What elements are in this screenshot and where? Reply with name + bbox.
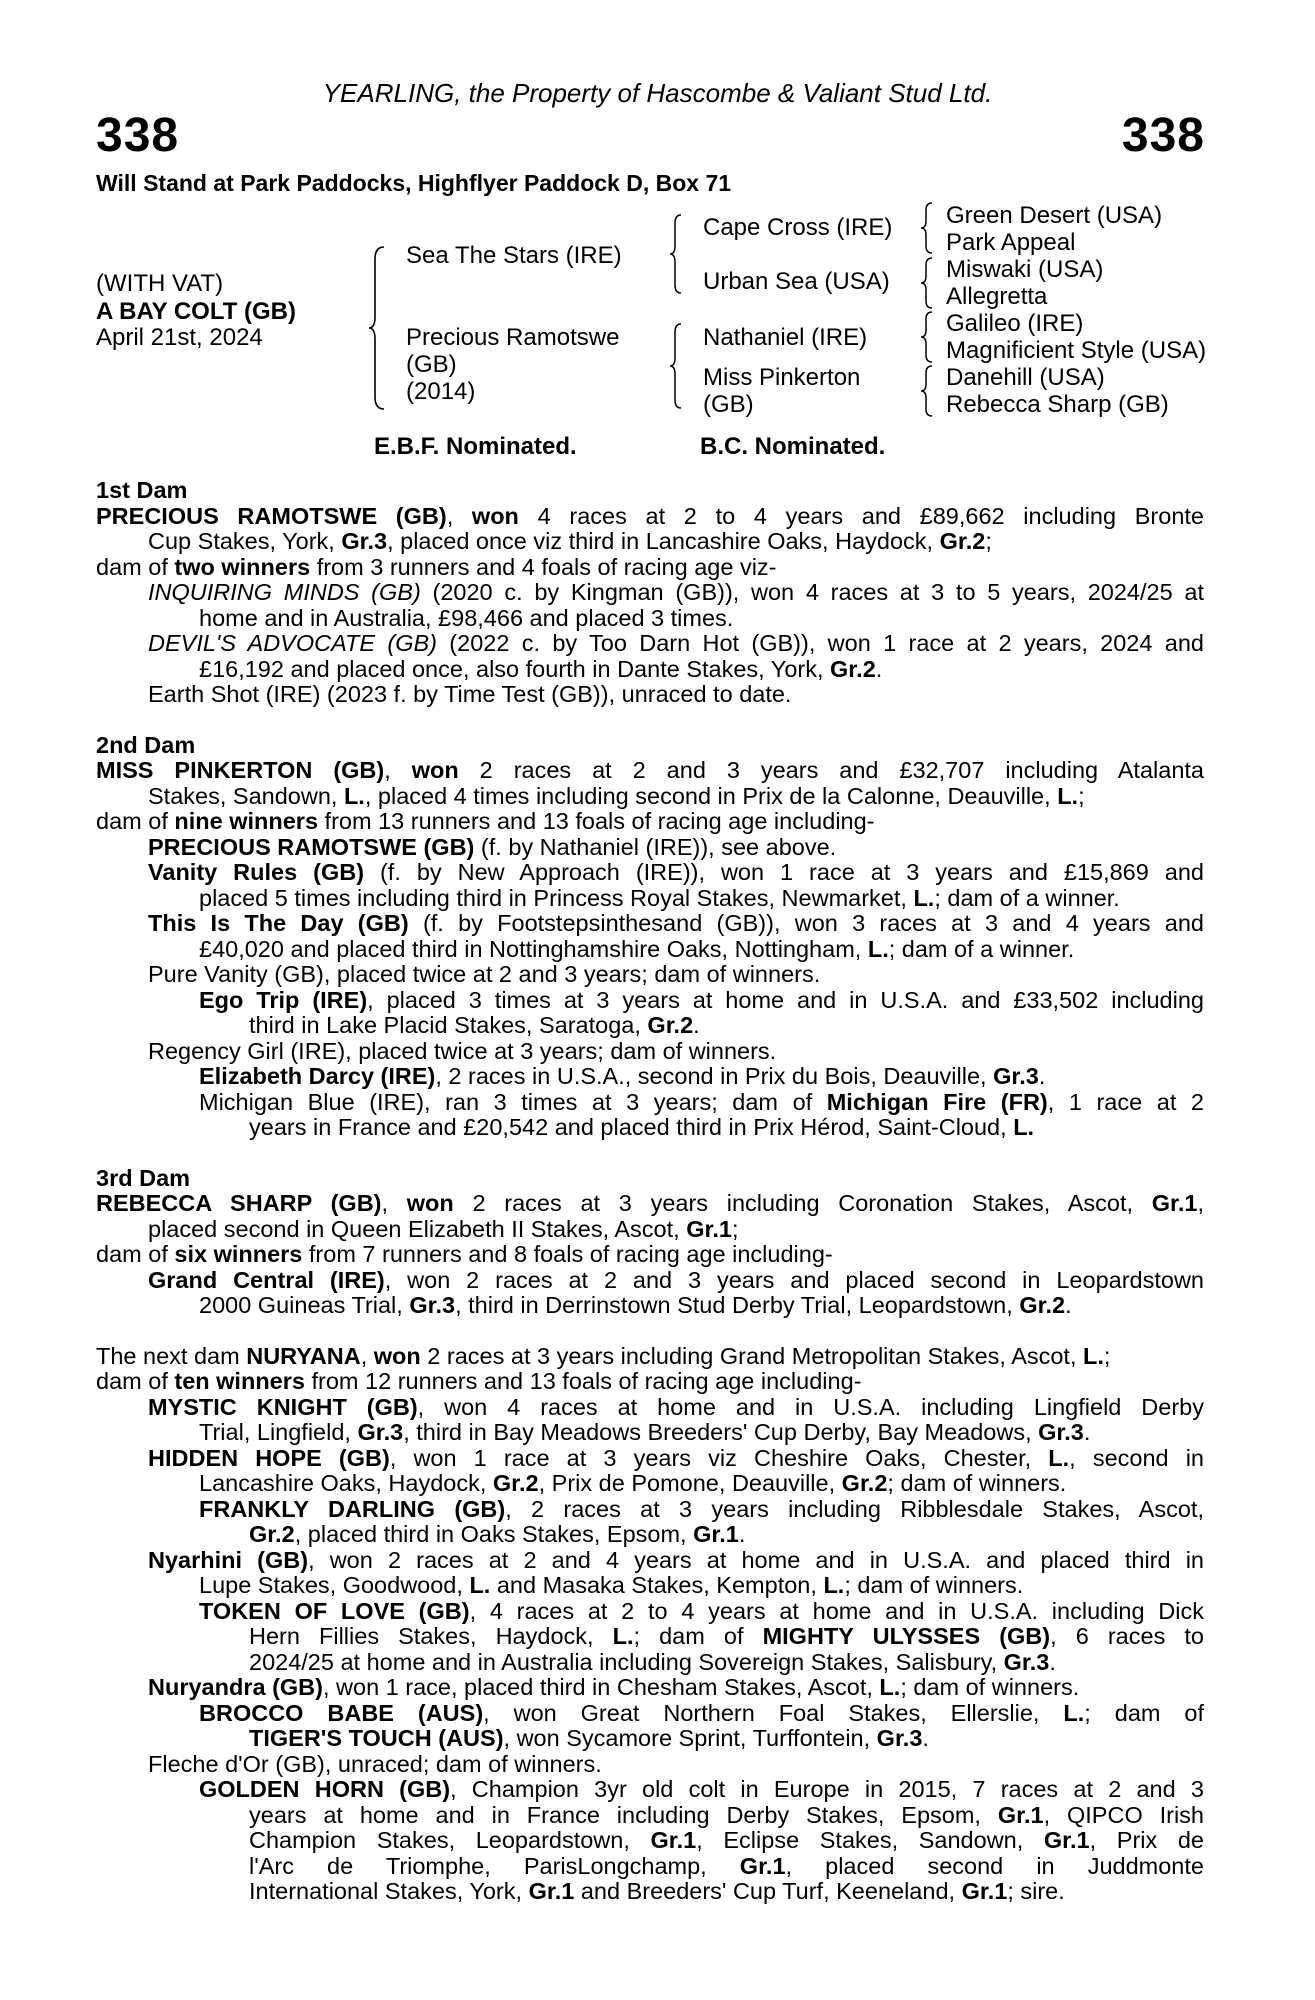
text: , 2 races in U.S.A., second in Prix du Bois, Deauville, — [435, 1063, 994, 1089]
text: International Stakes, York, — [249, 1878, 529, 1904]
text: ; — [731, 1215, 739, 1242]
bold-text: Gr.3 — [409, 1292, 456, 1318]
ebf-nominated: E.B.F. Nominated. — [374, 433, 577, 460]
text: Michigan Blue (IRE), ran 3 times at 3 years; dam of — [199, 1088, 827, 1115]
bold-text: ten winners — [174, 1368, 305, 1394]
text: , — [360, 1342, 374, 1369]
vat-label: (WITH VAT) — [96, 270, 224, 297]
catalogue-line — [96, 1369, 1204, 1395]
text: , — [384, 757, 412, 783]
bold-text: nine winners — [174, 808, 319, 834]
bold-text: PRECIOUS RAMOTSWE (GB) — [148, 833, 475, 860]
catalogue-line — [96, 937, 1204, 963]
ancestor-miswaki: Miswaki (USA) — [946, 256, 1104, 283]
pedigree-brace-g2 — [920, 256, 934, 310]
bold-text: L. — [1013, 1114, 1035, 1140]
bold-text: Gr.1 — [997, 1801, 1044, 1828]
dam-sire: Nathaniel (IRE) — [703, 324, 868, 351]
catalogue-line — [96, 988, 1204, 1014]
bold-text: won — [471, 502, 519, 529]
text: , second in — [1069, 1444, 1204, 1471]
bold-text: GOLDEN HORN (GB) — [199, 1776, 451, 1802]
text: ; sire. — [1007, 1878, 1065, 1904]
text: years in France and £20,542 and placed third in Prix Hérod, Saint-Cloud, — [249, 1114, 1014, 1140]
dam-section — [96, 1166, 1204, 1319]
text: , placed 4 times including second in Prix de la Calonne, Deauville, — [364, 782, 1058, 809]
catalogue-line — [96, 1344, 1204, 1370]
text: £40,020 and placed third in Nottinghamshire Oaks, Nottingham, — [199, 935, 868, 962]
catalogue-line — [96, 758, 1204, 784]
text: Stakes, Sandown, — [148, 782, 344, 809]
text: . — [1083, 1419, 1091, 1445]
bold-text: Gr.1 — [693, 1521, 739, 1547]
text: ; dam of a winner. — [888, 935, 1075, 962]
text: . — [1049, 1648, 1056, 1675]
text: , placed 3 times at 3 years at home and in U.S.A. and £33,502 including — [367, 986, 1204, 1013]
foaling-date: April 21st, 2024 — [96, 324, 263, 351]
bold-text: Vanity Rules (GB) — [148, 859, 365, 885]
catalogue-line — [96, 962, 1204, 988]
bold-text: Nyarhini (GB) — [148, 1546, 309, 1573]
catalogue-line — [96, 1471, 1204, 1497]
bold-text: two winners — [174, 553, 311, 580]
catalogue-line — [96, 1599, 1204, 1625]
pedigree-brace-g4 — [920, 364, 934, 418]
catalogue-line — [96, 1090, 1204, 1116]
catalogue-line — [96, 1191, 1204, 1217]
text: , Champion 3yr old colt in Europe in 2015, 7 races at 2 and 3 — [450, 1776, 1204, 1802]
dam-section — [96, 733, 1204, 1141]
text: , 4 races at 2 to 4 years at home and in U.S.A. including Dick — [469, 1597, 1204, 1624]
bold-text: NURYANA — [246, 1342, 361, 1369]
ancestor-allegretta: Allegretta — [946, 283, 1048, 310]
bold-text: L. — [913, 884, 935, 911]
text: Regency Girl (IRE), placed twice at 3 years; dam of winners. — [148, 1037, 777, 1064]
text: ; dam of — [633, 1623, 763, 1649]
text: , won 2 races at 2 and 4 years at home and in U.S.A. and placed third in — [308, 1546, 1204, 1573]
catalogue-line — [96, 580, 1204, 606]
catalogue-line — [96, 1548, 1204, 1574]
text: from 13 runners and 13 foals of racing age including- — [318, 808, 875, 834]
bold-text: Gr.1 — [686, 1215, 732, 1242]
text: ; dam of winners. — [887, 1470, 1067, 1496]
bold-text: L. — [867, 935, 889, 962]
text: home and in Australia, £98,466 and placed 3 times. — [199, 604, 734, 631]
text: , 2 races at 3 years including Ribblesdale Stakes, Ascot, — [505, 1495, 1204, 1522]
text: placed second in Queen Elizabeth II Stakes, Ascot, — [148, 1215, 687, 1242]
bold-text: Gr.2 — [492, 1470, 539, 1496]
bold-text: Gr.2 — [647, 1012, 694, 1038]
catalogue-line — [96, 835, 1204, 861]
text: , won 2 races at 2 and 3 years and placed second in Leopardstown — [384, 1266, 1204, 1293]
ancestor-park-appeal: Park Appeal — [946, 229, 1076, 256]
catalogue-line — [96, 657, 1204, 683]
sire-dam: Urban Sea (USA) — [703, 268, 890, 295]
bold-text: Gr.1 — [1151, 1190, 1198, 1216]
bold-text: L. — [823, 1572, 845, 1598]
text: , 1 race at 2 — [1047, 1088, 1204, 1115]
text: , won Great Northern Foal Stakes, Ellerslie, — [483, 1699, 1064, 1726]
text: 2000 Guineas Trial, — [199, 1292, 410, 1318]
bold-text: Gr.1 — [528, 1878, 575, 1904]
bold-text: won — [411, 757, 459, 783]
catalogue-line — [96, 1217, 1204, 1243]
italic-text: INQUIRING MINDS (GB) — [148, 579, 421, 605]
sire-sire: Cape Cross (IRE) — [703, 214, 893, 241]
text: , Eclipse Stakes, Sandown, — [696, 1827, 1044, 1853]
ancestor-galileo: Galileo (IRE) — [946, 310, 1084, 337]
section-heading: 2nd Dam — [96, 731, 196, 758]
catalogue-line — [96, 1624, 1204, 1650]
bold-text: L. — [1083, 1342, 1104, 1369]
catalogue-line — [96, 1293, 1204, 1319]
text: and Masaka Stakes, Kempton, — [490, 1572, 824, 1598]
text: , placed once viz third in Lancashire Oaks, Haydock, — [387, 528, 940, 554]
catalogue-line — [96, 1242, 1204, 1268]
text: years at home and in France including Derby Stakes, Epsom, — [249, 1801, 998, 1828]
catalogue-line — [96, 504, 1204, 530]
text: , — [1197, 1190, 1204, 1216]
bold-text: Gr.3 — [993, 1063, 1039, 1089]
catalogue-line — [96, 911, 1204, 937]
text: dam of — [96, 1241, 175, 1267]
bold-text: won — [406, 1190, 454, 1216]
catalogue-line — [96, 631, 1204, 657]
text: 2 races at 3 years including Coronation Stakes, Ascot, — [453, 1190, 1152, 1216]
bold-text: MIGHTY ULYSSES (GB) — [762, 1623, 1051, 1649]
catalogue-line — [96, 860, 1204, 886]
bold-text: Gr.1 — [650, 1827, 697, 1853]
catalogue-line — [96, 1752, 1204, 1778]
dam-year: (2014) — [406, 378, 476, 405]
catalogue-line — [96, 1879, 1204, 1905]
bold-text: Gr.3 — [357, 1419, 404, 1445]
catalogue-line — [96, 1701, 1204, 1727]
text: , won Sycamore Sprint, Turffontein, — [503, 1725, 877, 1751]
text: Pure Vanity (GB), placed twice at 2 and 3 years; dam of winners. — [148, 961, 821, 987]
bold-text: PRECIOUS RAMOTSWE (GB) — [96, 502, 447, 529]
bold-text: Ego Trip (IRE) — [199, 986, 368, 1013]
text: , placed third in Oaks Stakes, Epsom, — [294, 1521, 694, 1547]
lot-number-left: 338 — [96, 109, 180, 162]
bold-text: FRANKLY DARLING (GB) — [199, 1495, 506, 1522]
text: from 3 runners and 4 foals of racing age viz- — [310, 553, 777, 580]
text: Earth Shot (IRE) (2023 f. by Time Test (GB)), unraced to date. — [148, 681, 792, 707]
bold-text: L. — [1057, 782, 1079, 809]
catalogue-line — [96, 1395, 1204, 1421]
text: , 6 races to — [1050, 1623, 1204, 1649]
bold-text: six winners — [174, 1241, 303, 1267]
bold-text: Gr.3 — [341, 528, 388, 554]
catalogue-line — [96, 1039, 1204, 1065]
ancestor-rebecca-sharp: Rebecca Sharp (GB) — [946, 391, 1169, 418]
section-heading: 1st Dam — [96, 477, 188, 503]
bold-text: Michigan Fire (FR) — [826, 1088, 1048, 1115]
pedigree-brace-dam — [669, 322, 683, 410]
catalogue-line — [96, 1777, 1204, 1803]
text: £16,192 and placed once, also fourth in Dante Stakes, York, — [199, 655, 831, 682]
text: dam of — [96, 808, 175, 834]
catalogue-line — [96, 1650, 1204, 1676]
catalogue-line — [96, 886, 1204, 912]
pedigree-brace-main — [368, 245, 388, 411]
text: (f. by Nathaniel (IRE)), see above. — [474, 833, 837, 860]
text: (f. by Footstepsinthesand (GB)), won 3 races at 3 and 4 years and — [408, 910, 1204, 936]
bold-text: Gr.2 — [841, 1470, 888, 1496]
catalogue-line — [96, 1573, 1204, 1599]
bold-text: Gr.3 — [876, 1725, 923, 1751]
bold-text: HIDDEN HOPE (GB) — [148, 1444, 390, 1471]
text: , won 1 race at 3 years viz Cheshire Oaks, Chester, — [389, 1444, 1049, 1471]
text: ; dam of winners. — [844, 1572, 1024, 1598]
text: and Breeders' Cup Turf, Keeneland, — [574, 1878, 962, 1904]
text: (2022 c. by Too Darn Hot (GB)), won 1 race at 2 years, 2024 and — [436, 630, 1204, 656]
dam-dam-origin: (GB) — [703, 391, 754, 418]
text: Fleche d'Or (GB), unraced; dam of winners. — [148, 1750, 602, 1777]
text: The next dam — [96, 1342, 247, 1369]
text: dam of — [96, 1368, 175, 1394]
bold-text: Gr.1 — [961, 1878, 1008, 1904]
bold-text: Gr.3 — [1038, 1419, 1084, 1445]
pedigree-brace-sire — [669, 213, 683, 295]
bold-text: L. — [1048, 1444, 1070, 1471]
text: . — [738, 1521, 746, 1547]
text: 2024/25 at home and in Australia including Sovereign Stakes, Salisbury, — [249, 1648, 1004, 1675]
bold-text: This Is The Day (GB) — [148, 910, 409, 936]
catalogue-line — [96, 1064, 1204, 1090]
text: , QIPCO Irish — [1043, 1801, 1205, 1828]
text: . — [922, 1725, 929, 1751]
text: placed 5 times including third in Princess Royal Stakes, Newmarket, — [199, 884, 914, 911]
bold-text: Gr.1 — [739, 1852, 786, 1879]
bold-text: Nuryandra (GB) — [148, 1674, 323, 1700]
text: Champion Stakes, Leopardstown, — [249, 1827, 651, 1853]
text: ; — [1103, 1342, 1111, 1369]
text: dam of — [96, 553, 175, 580]
text: . — [1038, 1063, 1046, 1089]
catalogue-line — [96, 1013, 1204, 1039]
text: . — [875, 655, 883, 682]
bold-text: Gr.2 — [249, 1521, 295, 1547]
text: (f. by New Approach (IRE)), won 1 race at 3 years and £15,869 and — [364, 859, 1204, 885]
text: , third in Bay Meadows Breeders' Cup Derby, Bay Meadows, — [403, 1419, 1039, 1445]
bold-text: won — [373, 1342, 421, 1369]
catalogue-line — [96, 1497, 1204, 1523]
bold-text: Elizabeth Darcy (IRE) — [199, 1063, 436, 1089]
text: Hern Fillies Stakes, Haydock, — [249, 1623, 613, 1649]
text: , third in Derrinstown Stud Derby Trial, Leopardstown, — [455, 1292, 1020, 1318]
catalogue-line — [96, 809, 1204, 835]
catalogue-line — [96, 1675, 1204, 1701]
ancestor-danehill: Danehill (USA) — [946, 364, 1105, 391]
dam-origin: (GB) — [406, 351, 457, 378]
catalogue-line — [96, 1828, 1204, 1854]
bold-text: Grand Central (IRE) — [148, 1266, 385, 1293]
text: Lancashire Oaks, Haydock, — [199, 1470, 493, 1496]
bold-text: L. — [343, 782, 365, 809]
text: . — [1065, 1292, 1072, 1318]
text: ; — [985, 528, 992, 554]
text: ; dam of a winner. — [934, 884, 1120, 911]
catalogue-line — [96, 1522, 1204, 1548]
catalogue-line — [96, 1268, 1204, 1294]
bold-text: L. — [612, 1623, 634, 1649]
bold-text: Gr.1 — [1043, 1827, 1090, 1853]
catalogue-body — [96, 478, 1204, 1930]
text: from 7 runners and 8 foals of racing age including- — [302, 1241, 833, 1267]
text: , placed second in Juddmonte — [785, 1852, 1204, 1879]
text: , won 1 race, placed third in Chesham Stakes, Ascot, — [322, 1674, 880, 1700]
bold-text: BROCCO BABE (AUS) — [199, 1699, 484, 1726]
text: , won 4 races at home and in U.S.A. including Lingfield Derby — [417, 1393, 1204, 1420]
catalogue-line — [96, 1115, 1204, 1141]
stable-location: Will Stand at Park Paddocks, Highflyer Paddock D, Box 71 — [96, 170, 732, 196]
text: 2 races at 3 years including Grand Metropolitan Stakes, Ascot, — [420, 1342, 1084, 1369]
text: 4 races at 2 to 4 years and £89,662 including Bronte — [518, 502, 1204, 529]
bold-text: MYSTIC KNIGHT (GB) — [148, 1393, 418, 1420]
text: third in Lake Placid Stakes, Saratoga, — [249, 1012, 648, 1038]
dam-section — [96, 478, 1204, 708]
text: (2020 c. by Kingman (GB)), won 4 races at 3 to 5 years, 2024/25 at — [420, 579, 1204, 605]
catalogue-line — [96, 1803, 1204, 1829]
pedigree-brace-g3 — [920, 310, 934, 364]
lot-name: A BAY COLT (GB) — [96, 298, 297, 325]
text: Cup Stakes, York, — [148, 528, 342, 554]
dam-name: Precious Ramotswe — [406, 324, 620, 351]
pedigree-brace-g1 — [920, 201, 934, 255]
text: l'Arc de Triomphe, ParisLongchamp, — [249, 1852, 740, 1879]
bold-text: TOKEN OF LOVE (GB) — [199, 1597, 470, 1624]
text: 2 races at 2 and 3 years and £32,707 including Atalanta — [458, 757, 1204, 783]
property-line: YEARLING, the Property of Hascombe & Valiant Stud Ltd. — [322, 78, 993, 108]
bold-text: L. — [879, 1674, 901, 1700]
lot-number-right: 338 — [1121, 109, 1205, 162]
bold-text: Gr.2 — [939, 528, 986, 554]
ancestor-green-desert: Green Desert (USA) — [946, 202, 1163, 229]
text: ; — [1078, 782, 1085, 809]
italic-text: DEVIL'S ADVOCATE (GB) — [148, 630, 437, 656]
bold-text: Gr.3 — [1003, 1648, 1050, 1675]
catalogue-line — [96, 682, 1204, 708]
catalogue-line — [96, 606, 1204, 632]
dam-section — [96, 1344, 1204, 1905]
bold-text: L. — [1063, 1699, 1085, 1726]
bold-text: Gr.2 — [1019, 1292, 1066, 1318]
bold-text: TIGER'S TOUCH (AUS) — [249, 1725, 504, 1751]
catalogue-line — [96, 1446, 1204, 1472]
text: Lupe Stakes, Goodwood, — [199, 1572, 470, 1598]
catalogue-line — [96, 1854, 1204, 1880]
text: , Prix de — [1089, 1827, 1204, 1853]
bold-text: L. — [469, 1572, 491, 1598]
catalogue-line — [96, 1726, 1204, 1752]
text: ; dam of winners. — [900, 1674, 1080, 1700]
bold-text: Gr.2 — [830, 655, 876, 682]
bc-nominated: B.C. Nominated. — [700, 433, 886, 460]
text: , — [446, 502, 472, 529]
bold-text: MISS PINKERTON (GB) — [96, 757, 385, 783]
text: . — [693, 1012, 700, 1038]
section-heading: 3rd Dam — [96, 1164, 191, 1191]
text: ; dam of — [1084, 1699, 1204, 1726]
text: from 12 runners and 13 foals of racing age including- — [304, 1368, 862, 1394]
catalogue-line — [96, 529, 1204, 555]
dam-dam-name: Miss Pinkerton — [703, 364, 861, 391]
text: Trial, Lingfield, — [199, 1419, 358, 1445]
text: , Prix de Pomone, Deauville, — [538, 1470, 842, 1496]
catalogue-line — [96, 1420, 1204, 1446]
catalogue-line — [96, 784, 1204, 810]
catalogue-line — [96, 555, 1204, 581]
bold-text: REBECCA SHARP (GB) — [96, 1190, 382, 1216]
text: , — [381, 1190, 407, 1216]
sire: Sea The Stars (IRE) — [406, 242, 622, 269]
ancestor-magnificient-style: Magnificient Style (USA) — [946, 337, 1207, 364]
